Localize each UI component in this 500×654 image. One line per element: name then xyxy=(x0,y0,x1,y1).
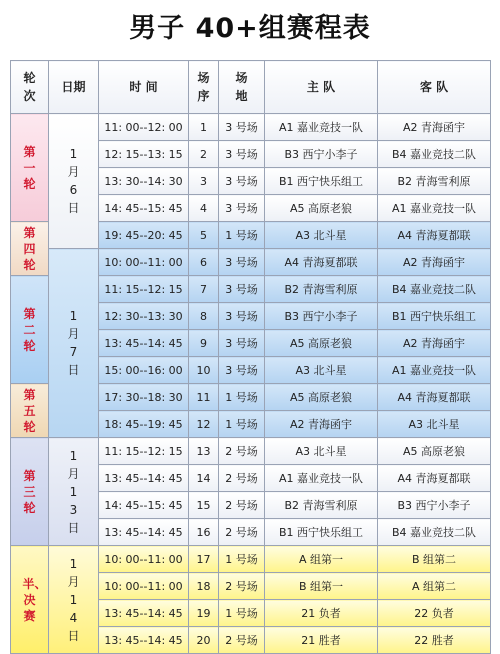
time-cell: 19: 45--20: 45 xyxy=(99,222,189,249)
away-team-cell: A5 高原老狼 xyxy=(378,438,491,465)
venue-cell: 3 号场 xyxy=(219,195,265,222)
time-cell: 11: 00--12: 00 xyxy=(99,114,189,141)
order-cell: 9 xyxy=(189,330,219,357)
venue-cell: 3 号场 xyxy=(219,303,265,330)
away-team-cell: 22 负者 xyxy=(378,600,491,627)
venue-cell: 2 号场 xyxy=(219,519,265,546)
header-round: 轮次 xyxy=(11,61,49,114)
venue-cell: 2 号场 xyxy=(219,627,265,654)
away-team-cell: A2 青海函宇 xyxy=(378,114,491,141)
venue-cell: 3 号场 xyxy=(219,330,265,357)
table-row xyxy=(11,249,491,276)
time-cell: 14: 45--15: 45 xyxy=(99,492,189,519)
schedule-table xyxy=(10,60,491,654)
order-cell: 18 xyxy=(189,573,219,600)
order-cell: 8 xyxy=(189,303,219,330)
time-cell: 15: 00--16: 00 xyxy=(99,357,189,384)
time-cell: 13: 45--14: 45 xyxy=(99,519,189,546)
home-team-cell: B1 西宁快乐组工 xyxy=(265,519,378,546)
away-team-cell: A2 青海函宇 xyxy=(378,249,491,276)
date-cell-3: 1月13日 xyxy=(49,438,99,546)
away-team-cell: B4 嘉业竞技二队 xyxy=(378,519,491,546)
time-cell: 13: 45--14: 45 xyxy=(99,330,189,357)
order-cell: 14 xyxy=(189,465,219,492)
venue-cell: 1 号场 xyxy=(219,222,265,249)
home-team-cell: A4 青海夏都联 xyxy=(265,249,378,276)
round-label-3: 第三轮 xyxy=(11,438,49,546)
date-cell-1: 1月6日 xyxy=(49,114,99,249)
away-team-cell: B1 西宁快乐组工 xyxy=(378,303,491,330)
page-title: 男子 40+组赛程表 xyxy=(129,13,371,44)
time-cell: 14: 45--15: 45 xyxy=(99,195,189,222)
away-team-cell: B2 青海雪利原 xyxy=(378,168,491,195)
venue-cell: 2 号场 xyxy=(219,465,265,492)
header-time: 时 间 xyxy=(99,61,189,114)
venue-cell: 3 号场 xyxy=(219,168,265,195)
header-order: 场序 xyxy=(189,61,219,114)
order-cell: 10 xyxy=(189,357,219,384)
away-team-cell: A4 青海夏都联 xyxy=(378,222,491,249)
away-team-cell: A4 青海夏都联 xyxy=(378,465,491,492)
round-label-2: 第二轮 xyxy=(11,276,49,384)
home-team-cell: B1 西宁快乐组工 xyxy=(265,168,378,195)
home-team-cell: A5 高原老狼 xyxy=(265,330,378,357)
order-cell: 6 xyxy=(189,249,219,276)
away-team-cell: B4 嘉业竞技二队 xyxy=(378,276,491,303)
time-cell: 10: 00--11: 00 xyxy=(99,249,189,276)
time-cell: 12: 15--13: 15 xyxy=(99,141,189,168)
order-cell: 19 xyxy=(189,600,219,627)
venue-cell: 1 号场 xyxy=(219,384,265,411)
home-team-cell: B3 西宁小李子 xyxy=(265,141,378,168)
venue-cell: 1 号场 xyxy=(219,546,265,573)
time-cell: 18: 45--19: 45 xyxy=(99,411,189,438)
venue-cell: 2 号场 xyxy=(219,492,265,519)
round-label-1: 第一轮 xyxy=(11,114,49,222)
home-team-cell: 21 负者 xyxy=(265,600,378,627)
away-team-cell: A 组第二 xyxy=(378,573,491,600)
time-cell: 17: 30--18: 30 xyxy=(99,384,189,411)
home-team-cell: A3 北斗星 xyxy=(265,357,378,384)
venue-cell: 3 号场 xyxy=(219,114,265,141)
time-cell: 13: 45--14: 45 xyxy=(99,627,189,654)
home-team-cell: A3 北斗星 xyxy=(265,222,378,249)
time-cell: 10: 00--11: 00 xyxy=(99,573,189,600)
order-cell: 20 xyxy=(189,627,219,654)
order-cell: 17 xyxy=(189,546,219,573)
table-row xyxy=(11,546,491,573)
time-cell: 13: 45--14: 45 xyxy=(99,465,189,492)
time-cell: 12: 30--13: 30 xyxy=(99,303,189,330)
round-label-5: 第五轮 xyxy=(11,384,49,438)
order-cell: 5 xyxy=(189,222,219,249)
away-team-cell: B 组第二 xyxy=(378,546,491,573)
time-cell: 11: 15--12: 15 xyxy=(99,276,189,303)
header-row xyxy=(11,61,491,114)
time-cell: 13: 45--14: 45 xyxy=(99,600,189,627)
order-cell: 7 xyxy=(189,276,219,303)
header-venue: 场地 xyxy=(219,61,265,114)
date-cell-4: 1月14日 xyxy=(49,546,99,654)
order-cell: 3 xyxy=(189,168,219,195)
time-cell: 11: 15--12: 15 xyxy=(99,438,189,465)
home-team-cell: A3 北斗星 xyxy=(265,438,378,465)
venue-cell: 3 号场 xyxy=(219,141,265,168)
home-team-cell: 21 胜者 xyxy=(265,627,378,654)
home-team-cell: B3 西宁小李子 xyxy=(265,303,378,330)
venue-cell: 3 号场 xyxy=(219,357,265,384)
time-cell: 10: 00--11: 00 xyxy=(99,546,189,573)
round-label-4: 第四轮 xyxy=(11,222,49,276)
away-team-cell: A3 北斗星 xyxy=(378,411,491,438)
home-team-cell: B2 青海雪利原 xyxy=(265,276,378,303)
order-cell: 12 xyxy=(189,411,219,438)
away-team-cell: 22 胜者 xyxy=(378,627,491,654)
header-date: 日期 xyxy=(49,61,99,114)
home-team-cell: A1 嘉业竞技一队 xyxy=(265,114,378,141)
home-team-cell: A5 高原老狼 xyxy=(265,195,378,222)
away-team-cell: B4 嘉业竞技二队 xyxy=(378,141,491,168)
order-cell: 2 xyxy=(189,141,219,168)
home-team-cell: A5 高原老狼 xyxy=(265,384,378,411)
order-cell: 13 xyxy=(189,438,219,465)
order-cell: 16 xyxy=(189,519,219,546)
date-cell-2: 1月7日 xyxy=(49,249,99,438)
venue-cell: 1 号场 xyxy=(219,600,265,627)
venue-cell: 3 号场 xyxy=(219,249,265,276)
venue-cell: 2 号场 xyxy=(219,438,265,465)
home-team-cell: B 组第一 xyxy=(265,573,378,600)
away-team-cell: A4 青海夏都联 xyxy=(378,384,491,411)
table-row xyxy=(11,114,491,141)
order-cell: 11 xyxy=(189,384,219,411)
header-home: 主 队 xyxy=(265,61,378,114)
order-cell: 4 xyxy=(189,195,219,222)
away-team-cell: A1 嘉业竞技一队 xyxy=(378,195,491,222)
time-cell: 13: 30--14: 30 xyxy=(99,168,189,195)
order-cell: 15 xyxy=(189,492,219,519)
home-team-cell: A1 嘉业竞技一队 xyxy=(265,465,378,492)
away-team-cell: A2 青海函宇 xyxy=(378,330,491,357)
venue-cell: 1 号场 xyxy=(219,411,265,438)
venue-cell: 2 号场 xyxy=(219,573,265,600)
home-team-cell: B2 青海雪利原 xyxy=(265,492,378,519)
venue-cell: 3 号场 xyxy=(219,276,265,303)
away-team-cell: B3 西宁小李子 xyxy=(378,492,491,519)
header-away: 客 队 xyxy=(378,61,491,114)
order-cell: 1 xyxy=(189,114,219,141)
round-label-final: 半、决赛 xyxy=(11,546,49,654)
home-team-cell: A2 青海函宇 xyxy=(265,411,378,438)
table-row xyxy=(11,438,491,465)
home-team-cell: A 组第一 xyxy=(265,546,378,573)
away-team-cell: A1 嘉业竞技一队 xyxy=(378,357,491,384)
